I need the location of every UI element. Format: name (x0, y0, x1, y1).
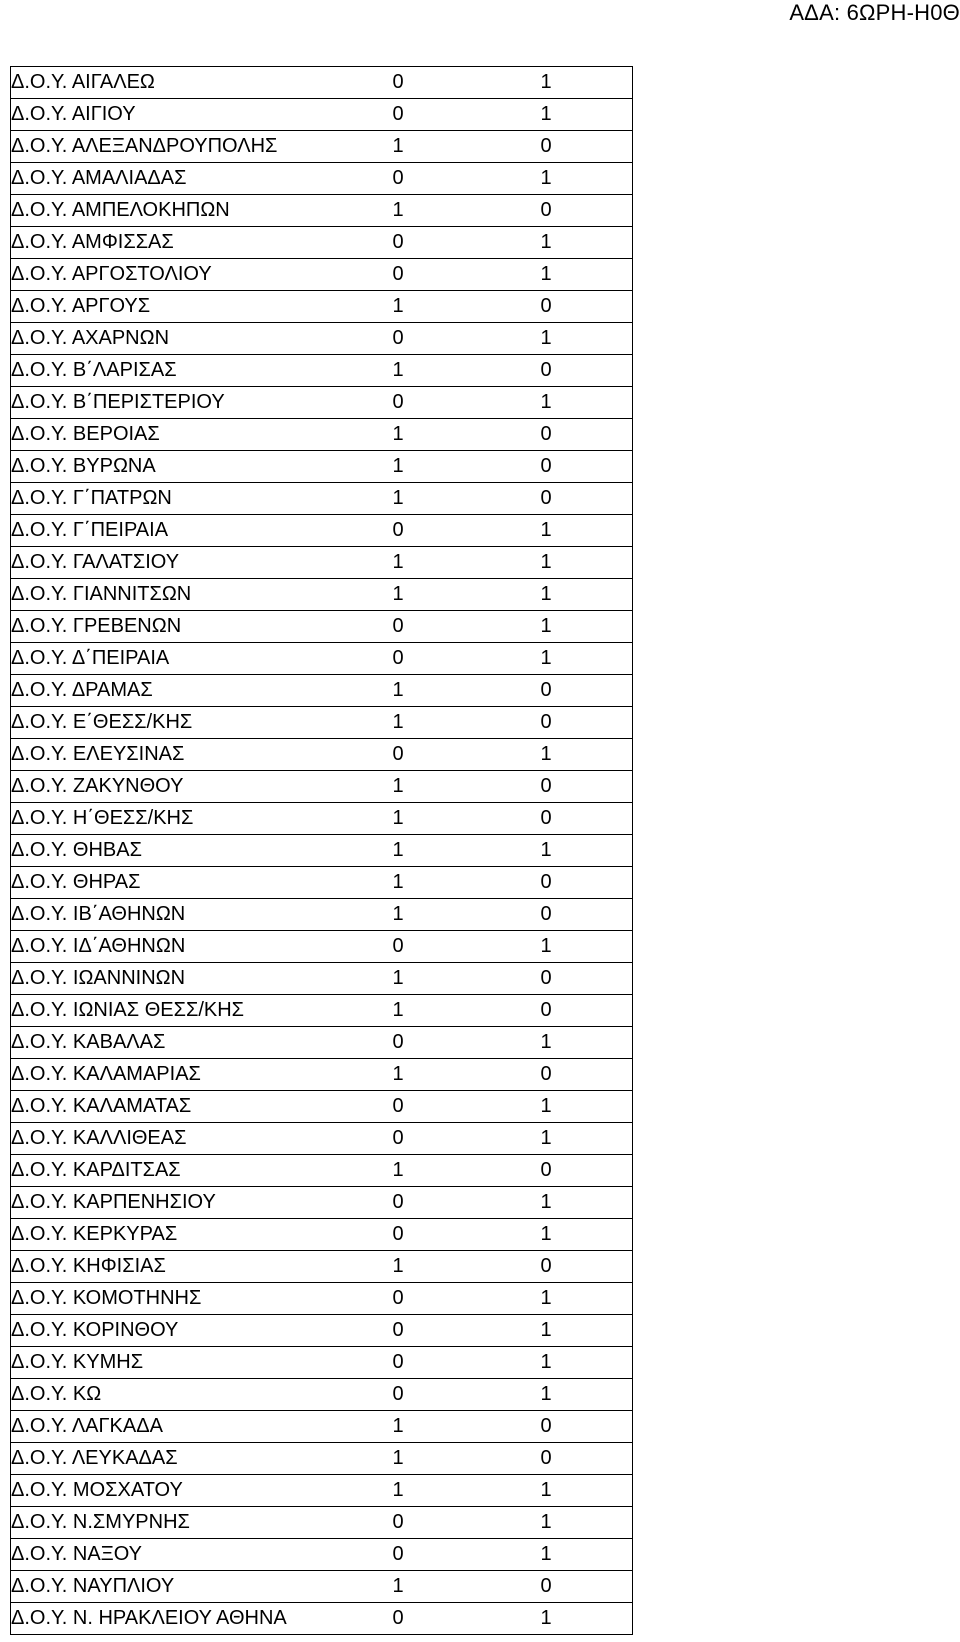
value-col-2-cell: 0 (541, 1059, 633, 1091)
office-name-cell: Δ.Ο.Υ. ΖΑΚΥΝΘΟΥ (11, 771, 393, 803)
office-name-cell: Δ.Ο.Υ. ΔΡΑΜΑΣ (11, 675, 393, 707)
office-name-cell: Δ.Ο.Υ. ΛΕΥΚΑΔΑΣ (11, 1443, 393, 1475)
table-row (11, 1315, 633, 1347)
value-col-2-cell: 0 (541, 1443, 633, 1475)
table-row (11, 931, 633, 963)
value-col-1-cell: 0 (393, 1091, 541, 1123)
table-row (11, 1507, 633, 1539)
value-col-2-cell: 0 (541, 867, 633, 899)
office-name-cell: Δ.Ο.Υ. ΚΑΛΑΜΑΡΙΑΣ (11, 1059, 393, 1091)
table-row (11, 1283, 633, 1315)
office-name-cell: Δ.Ο.Υ. ΜΟΣΧΑΤΟΥ (11, 1475, 393, 1507)
office-name-cell: Δ.Ο.Υ. Γ΄ΠΑΤΡΩΝ (11, 483, 393, 515)
table-row (11, 1123, 633, 1155)
value-col-1-cell: 0 (393, 67, 541, 99)
value-col-1-cell: 1 (393, 291, 541, 323)
value-col-1-cell: 1 (393, 1251, 541, 1283)
value-col-1-cell: 1 (393, 771, 541, 803)
value-col-2-cell: 1 (541, 547, 633, 579)
office-name-cell: Δ.Ο.Υ. ΚΑΛΑΜΑΤΑΣ (11, 1091, 393, 1123)
table-row (11, 1219, 633, 1251)
value-col-2-cell: 1 (541, 515, 633, 547)
value-col-1-cell: 1 (393, 483, 541, 515)
office-name-cell: Δ.Ο.Υ. ΝΑΥΠΛΙΟΥ (11, 1571, 393, 1603)
value-col-2-cell: 0 (541, 419, 633, 451)
table-row (11, 867, 633, 899)
office-name-cell: Δ.Ο.Υ. ΘΗΒΑΣ (11, 835, 393, 867)
office-name-cell: Δ.Ο.Υ. ΑΡΓΟΥΣ (11, 291, 393, 323)
value-col-1-cell: 0 (393, 1315, 541, 1347)
table-row (11, 67, 633, 99)
table-row (11, 1027, 633, 1059)
value-col-2-cell: 1 (541, 1507, 633, 1539)
value-col-2-cell: 0 (541, 771, 633, 803)
table-row (11, 419, 633, 451)
value-col-2-cell: 1 (541, 99, 633, 131)
value-col-2-cell: 1 (541, 1187, 633, 1219)
table-row (11, 675, 633, 707)
table-row (11, 1091, 633, 1123)
value-col-1-cell: 0 (393, 1027, 541, 1059)
value-col-2-cell: 1 (541, 387, 633, 419)
value-col-1-cell: 1 (393, 451, 541, 483)
value-col-2-cell: 1 (541, 227, 633, 259)
value-col-2-cell: 0 (541, 675, 633, 707)
table-row (11, 259, 633, 291)
value-col-1-cell: 0 (393, 1507, 541, 1539)
value-col-1-cell: 1 (393, 579, 541, 611)
office-name-cell: Δ.Ο.Υ. ΙΩΑΝΝΙΝΩΝ (11, 963, 393, 995)
ada-code: ΑΔΑ: 6ΩΡΗ-Η0Θ (789, 0, 960, 25)
table-row (11, 451, 633, 483)
value-col-2-cell: 1 (541, 1123, 633, 1155)
value-col-2-cell: 1 (541, 323, 633, 355)
value-col-1-cell: 1 (393, 963, 541, 995)
table-row (11, 355, 633, 387)
value-col-1-cell: 0 (393, 163, 541, 195)
table-row (11, 995, 633, 1027)
value-col-1-cell: 0 (393, 931, 541, 963)
office-name-cell: Δ.Ο.Υ. ΙΩΝΙΑΣ ΘΕΣΣ/ΚΗΣ (11, 995, 393, 1027)
office-name-cell: Δ.Ο.Υ. ΑΛΕΞΑΝΔΡΟΥΠΟΛΗΣ (11, 131, 393, 163)
table-row (11, 771, 633, 803)
office-name-cell: Δ.Ο.Υ. ΘΗΡΑΣ (11, 867, 393, 899)
table-row (11, 1187, 633, 1219)
table-row (11, 1571, 633, 1603)
table-row (11, 291, 633, 323)
table-row (11, 963, 633, 995)
value-col-1-cell: 0 (393, 99, 541, 131)
table-row (11, 323, 633, 355)
table-row (11, 1411, 633, 1443)
table-row (11, 1443, 633, 1475)
value-col-1-cell: 1 (393, 355, 541, 387)
office-name-cell: Δ.Ο.Υ. ΓΙΑΝΝΙΤΣΩΝ (11, 579, 393, 611)
value-col-2-cell: 1 (541, 643, 633, 675)
value-col-2-cell: 1 (541, 259, 633, 291)
value-col-1-cell: 0 (393, 227, 541, 259)
tax-office-table (10, 66, 633, 1635)
value-col-2-cell: 1 (541, 1283, 633, 1315)
value-col-1-cell: 0 (393, 387, 541, 419)
office-name-cell: Δ.Ο.Υ. ΝΑΞΟΥ (11, 1539, 393, 1571)
office-name-cell: Δ.Ο.Υ. Β΄ΛΑΡΙΣΑΣ (11, 355, 393, 387)
value-col-2-cell: 0 (541, 483, 633, 515)
table-row (11, 1379, 633, 1411)
value-col-1-cell: 0 (393, 1283, 541, 1315)
value-col-2-cell: 0 (541, 1251, 633, 1283)
office-name-cell: Δ.Ο.Υ. ΚΑΡΔΙΤΣΑΣ (11, 1155, 393, 1187)
office-name-cell: Δ.Ο.Υ. Β΄ΠΕΡΙΣΤΕΡΙΟΥ (11, 387, 393, 419)
value-col-2-cell: 1 (541, 1347, 633, 1379)
value-col-1-cell: 1 (393, 1411, 541, 1443)
office-name-cell: Δ.Ο.Υ. Η΄ΘΕΣΣ/ΚΗΣ (11, 803, 393, 835)
office-name-cell: Δ.Ο.Υ. ΑΙΓΙΟΥ (11, 99, 393, 131)
office-name-cell: Δ.Ο.Υ. ΑΙΓΑΛΕΩ (11, 67, 393, 99)
office-name-cell: Δ.Ο.Υ. ΚΑΛΛΙΘΕΑΣ (11, 1123, 393, 1155)
office-name-cell: Δ.Ο.Υ. ΚΟΜΟΤΗΝΗΣ (11, 1283, 393, 1315)
value-col-1-cell: 1 (393, 547, 541, 579)
value-col-2-cell: 0 (541, 451, 633, 483)
value-col-2-cell: 1 (541, 1539, 633, 1571)
office-name-cell: Δ.Ο.Υ. ΑΧΑΡΝΩΝ (11, 323, 393, 355)
value-col-1-cell: 0 (393, 259, 541, 291)
office-name-cell: Δ.Ο.Υ. ΙΔ΄ΑΘΗΝΩΝ (11, 931, 393, 963)
value-col-2-cell: 1 (541, 611, 633, 643)
value-col-2-cell: 1 (541, 163, 633, 195)
value-col-2-cell: 1 (541, 931, 633, 963)
office-name-cell: Δ.Ο.Υ. Ε΄ΘΕΣΣ/ΚΗΣ (11, 707, 393, 739)
table-row (11, 1251, 633, 1283)
value-col-2-cell: 1 (541, 1091, 633, 1123)
office-name-cell: Δ.Ο.Υ. Γ΄ΠΕΙΡΑΙΑ (11, 515, 393, 547)
value-col-2-cell: 1 (541, 1315, 633, 1347)
table-row (11, 1603, 633, 1635)
value-col-2-cell: 0 (541, 995, 633, 1027)
table-row (11, 1155, 633, 1187)
table-row (11, 899, 633, 931)
value-col-2-cell: 1 (541, 1379, 633, 1411)
value-col-2-cell: 1 (541, 1219, 633, 1251)
office-name-cell: Δ.Ο.Υ. ΑΜΦΙΣΣΑΣ (11, 227, 393, 259)
value-col-1-cell: 1 (393, 419, 541, 451)
value-col-1-cell: 1 (393, 707, 541, 739)
table-row (11, 195, 633, 227)
office-name-cell: Δ.Ο.Υ. ΚΑΡΠΕΝΗΣΙΟΥ (11, 1187, 393, 1219)
value-col-1-cell: 0 (393, 1123, 541, 1155)
value-col-1-cell: 1 (393, 195, 541, 227)
value-col-2-cell: 0 (541, 291, 633, 323)
office-name-cell: Δ.Ο.Υ. ΒΕΡΟΙΑΣ (11, 419, 393, 451)
value-col-1-cell: 1 (393, 899, 541, 931)
value-col-1-cell: 1 (393, 1443, 541, 1475)
value-col-2-cell: 0 (541, 1155, 633, 1187)
office-name-cell: Δ.Ο.Υ. ΙΒ΄ΑΘΗΝΩΝ (11, 899, 393, 931)
table-row (11, 387, 633, 419)
value-col-1-cell: 0 (393, 1539, 541, 1571)
table-row (11, 739, 633, 771)
table-row (11, 643, 633, 675)
table-row (11, 547, 633, 579)
value-col-2-cell: 0 (541, 707, 633, 739)
value-col-2-cell: 0 (541, 1571, 633, 1603)
value-col-1-cell: 0 (393, 1187, 541, 1219)
value-col-2-cell: 0 (541, 963, 633, 995)
office-name-cell: Δ.Ο.Υ. Δ΄ΠΕΙΡΑΙΑ (11, 643, 393, 675)
value-col-2-cell: 0 (541, 899, 633, 931)
value-col-1-cell: 1 (393, 803, 541, 835)
value-col-1-cell: 0 (393, 739, 541, 771)
value-col-2-cell: 1 (541, 739, 633, 771)
value-col-1-cell: 0 (393, 515, 541, 547)
office-name-cell: Δ.Ο.Υ. ΚΗΦΙΣΙΑΣ (11, 1251, 393, 1283)
table-row (11, 1539, 633, 1571)
value-col-1-cell: 0 (393, 1347, 541, 1379)
value-col-2-cell: 0 (541, 131, 633, 163)
value-col-1-cell: 1 (393, 1571, 541, 1603)
table-row (11, 227, 633, 259)
value-col-1-cell: 1 (393, 1155, 541, 1187)
value-col-1-cell: 1 (393, 867, 541, 899)
value-col-1-cell: 1 (393, 675, 541, 707)
value-col-1-cell: 0 (393, 323, 541, 355)
office-name-cell: Δ.Ο.Υ. ΑΡΓΟΣΤΟΛΙΟΥ (11, 259, 393, 291)
table-row (11, 803, 633, 835)
value-col-1-cell: 0 (393, 1379, 541, 1411)
value-col-1-cell: 0 (393, 611, 541, 643)
office-name-cell: Δ.Ο.Υ. ΚΕΡΚΥΡΑΣ (11, 1219, 393, 1251)
office-name-cell: Δ.Ο.Υ. ΚΑΒΑΛΑΣ (11, 1027, 393, 1059)
value-col-2-cell: 0 (541, 1411, 633, 1443)
value-col-2-cell: 1 (541, 1475, 633, 1507)
value-col-1-cell: 1 (393, 995, 541, 1027)
value-col-2-cell: 0 (541, 355, 633, 387)
table-row (11, 483, 633, 515)
office-name-cell: Δ.Ο.Υ. ΚΥΜΗΣ (11, 1347, 393, 1379)
value-col-1-cell: 1 (393, 1475, 541, 1507)
table-row (11, 99, 633, 131)
value-col-2-cell: 1 (541, 67, 633, 99)
value-col-2-cell: 1 (541, 579, 633, 611)
table-row (11, 131, 633, 163)
value-col-1-cell: 0 (393, 1603, 541, 1635)
table-row (11, 835, 633, 867)
value-col-1-cell: 1 (393, 835, 541, 867)
value-col-2-cell: 1 (541, 1603, 633, 1635)
office-name-cell: Δ.Ο.Υ. ΑΜΑΛΙΑΔΑΣ (11, 163, 393, 195)
office-name-cell: Δ.Ο.Υ. ΛΑΓΚΑΔΑ (11, 1411, 393, 1443)
value-col-2-cell: 0 (541, 195, 633, 227)
value-col-1-cell: 1 (393, 131, 541, 163)
office-name-cell: Δ.Ο.Υ. ΓΡΕΒΕΝΩΝ (11, 611, 393, 643)
office-name-cell: Δ.Ο.Υ. ΒΥΡΩΝΑ (11, 451, 393, 483)
value-col-1-cell: 1 (393, 1059, 541, 1091)
table-row (11, 1475, 633, 1507)
table-row (11, 1059, 633, 1091)
office-name-cell: Δ.Ο.Υ. Ν. ΗΡΑΚΛΕΙΟΥ ΑΘΗΝΑ (11, 1603, 393, 1635)
table-row (11, 163, 633, 195)
table-row (11, 515, 633, 547)
value-col-2-cell: 1 (541, 1027, 633, 1059)
value-col-2-cell: 0 (541, 803, 633, 835)
table-body (11, 67, 633, 1635)
office-name-cell: Δ.Ο.Υ. ΚΟΡΙΝΘΟΥ (11, 1315, 393, 1347)
value-col-2-cell: 1 (541, 835, 633, 867)
office-name-cell: Δ.Ο.Υ. ΕΛΕΥΣΙΝΑΣ (11, 739, 393, 771)
office-name-cell: Δ.Ο.Υ. ΑΜΠΕΛΟΚΗΠΩΝ (11, 195, 393, 227)
office-name-cell: Δ.Ο.Υ. ΚΩ (11, 1379, 393, 1411)
table-row (11, 707, 633, 739)
table-row (11, 579, 633, 611)
table-row (11, 1347, 633, 1379)
value-col-1-cell: 0 (393, 1219, 541, 1251)
office-name-cell: Δ.Ο.Υ. ΓΑΛΑΤΣΙΟΥ (11, 547, 393, 579)
table-row (11, 611, 633, 643)
value-col-1-cell: 0 (393, 643, 541, 675)
office-name-cell: Δ.Ο.Υ. Ν.ΣΜΥΡΝΗΣ (11, 1507, 393, 1539)
